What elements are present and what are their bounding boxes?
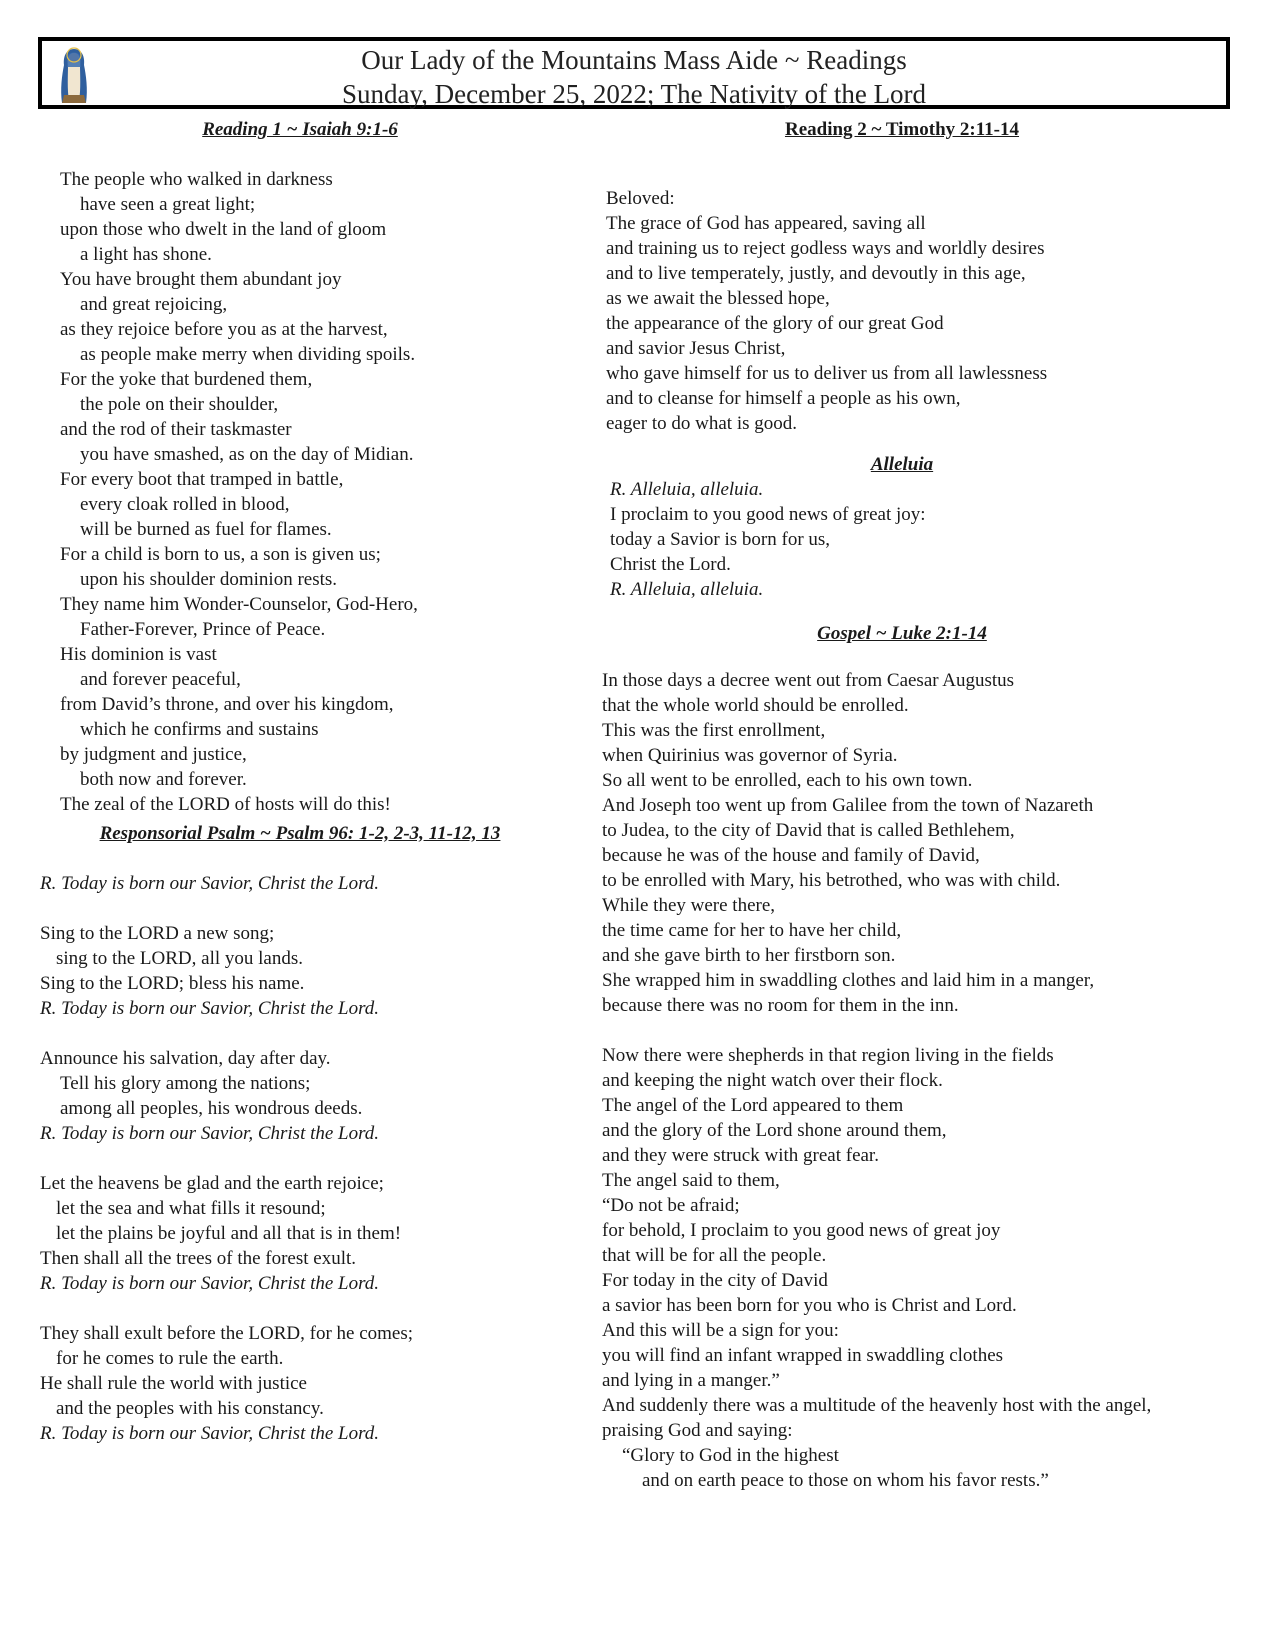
psalm-line: They shall exult before the LORD, for he comes; xyxy=(40,1323,414,1344)
reading1-line: Father-Forever, Prince of Peace. xyxy=(80,619,326,640)
psalm-line: for he comes to rule the earth. xyxy=(56,1348,284,1369)
reading2-line: and training us to reject godless ways and worldly desires xyxy=(606,238,1045,259)
gospel-line: to Judea, to the city of David that is called Bethlehem, xyxy=(602,820,1015,841)
gospel-line: For today in the city of David xyxy=(602,1270,828,1291)
header-title-line2: Sunday, December 25, 2022; The Nativity of the Lord xyxy=(341,79,927,109)
gospel-line: that will be for all the people. xyxy=(602,1245,827,1266)
gospel-line: to be enrolled with Mary, his betrothed, who was with child. xyxy=(602,870,1061,891)
psalm-line: Sing to the LORD; bless his name. xyxy=(40,973,305,994)
psalm-line: among all peoples, his wondrous deeds. xyxy=(60,1098,363,1119)
reading1-line: You have brought them abundant joy xyxy=(60,269,342,290)
gospel-line: And suddenly there was a multitude of the heavenly host with the angel, xyxy=(602,1395,1152,1416)
alleluia-line: today a Savior is born for us, xyxy=(610,529,831,550)
gospel-line: While they were there, xyxy=(602,895,776,916)
reading1-heading: Reading 1 ~ Isaiah 9:1-6 xyxy=(202,119,398,140)
reading1-line: as they rejoice before you as at the harvest, xyxy=(60,319,388,340)
psalm-line: He shall rule the world with justice xyxy=(40,1373,307,1394)
reading1-line: upon those who dwelt in the land of gloom xyxy=(60,219,387,240)
psalm-response: R. Today is born our Savior, Christ the Lord. xyxy=(40,998,380,1019)
reading2-line: and savior Jesus Christ, xyxy=(606,338,786,359)
gospel-line: “Glory to God in the highest xyxy=(622,1445,839,1466)
psalm-line: Sing to the LORD a new song; xyxy=(40,923,275,944)
gospel-line: She wrapped him in swaddling clothes and laid him in a manger, xyxy=(602,970,1095,991)
psalm-line: let the plains be joyful and all that is in them! xyxy=(56,1223,402,1244)
reading1-line: and great rejoicing, xyxy=(80,294,228,315)
reading1-line: For a child is born to us, a son is given us; xyxy=(60,544,381,565)
reading2-line: as we await the blessed hope, xyxy=(606,288,830,309)
reading2-line: and to live temperately, justly, and devoutly in this age, xyxy=(606,263,1026,284)
gospel-line: The angel of the Lord appeared to them xyxy=(602,1095,904,1116)
gospel-text xyxy=(602,668,1222,1493)
gospel-line: The angel said to them, xyxy=(602,1170,780,1191)
gospel-line: because there was no room for them in the inn. xyxy=(602,995,959,1016)
reading1-line: They name him Wonder-Counselor, God-Hero, xyxy=(60,594,418,615)
reading1-line: you have smashed, as on the day of Midian. xyxy=(80,444,414,465)
psalm-response: R. Today is born our Savior, Christ the Lord. xyxy=(40,1123,380,1144)
reading1-line: The zeal of the LORD of hosts will do this! xyxy=(60,794,391,815)
gospel-line: when Quirinius was governor of Syria. xyxy=(602,745,898,766)
reading1-line: a light has shone. xyxy=(80,244,212,265)
gospel-line: So all went to be enrolled, each to his own town. xyxy=(602,770,973,791)
reading2-line: Beloved: xyxy=(606,188,675,209)
gospel-line: that the whole world should be enrolled. xyxy=(602,695,909,716)
alleluia-line: Christ the Lord. xyxy=(610,554,731,575)
gospel-line: And Joseph too went up from Galilee from the town of Nazareth xyxy=(602,795,1094,816)
alleluia-response: R. Alleluia, alleluia. xyxy=(610,479,764,500)
reading1-line: by judgment and justice, xyxy=(60,744,247,765)
gospel-line: In those days a decree went out from Caesar Augustus xyxy=(602,670,1015,691)
gospel-line: and lying in a manger.” xyxy=(602,1370,780,1391)
reading2-line: and to cleanse for himself a people as his own, xyxy=(606,388,961,409)
reading1-line: and the rod of their taskmaster xyxy=(60,419,292,440)
gospel-line: and on earth peace to those on whom his favor rests.” xyxy=(642,1470,1049,1491)
reading1-line: For the yoke that burdened them, xyxy=(60,369,313,390)
left-column xyxy=(40,117,560,1446)
reading1-line: and forever peaceful, xyxy=(80,669,241,690)
gospel-line: for behold, I proclaim to you good news of great joy xyxy=(602,1220,1001,1241)
page-header xyxy=(38,37,1230,109)
reading2-heading: Reading 2 ~ Timothy 2:11-14 xyxy=(784,119,1020,140)
alleluia-response: R. Alleluia, alleluia. xyxy=(610,579,764,600)
gospel-line: the time came for her to have her child, xyxy=(602,920,902,941)
reading1-line: as people make merry when dividing spoils. xyxy=(80,344,416,365)
reading1-line: will be burned as fuel for flames. xyxy=(80,519,332,540)
gospel-line: This was the first enrollment, xyxy=(602,720,826,741)
psalm-text xyxy=(40,871,560,1446)
psalm-line: Tell his glory among the nations; xyxy=(60,1073,311,1094)
psalm-line: sing to the LORD, all you lands. xyxy=(56,948,303,969)
reading1-line: the pole on their shoulder, xyxy=(80,394,279,415)
gospel-heading: Gospel ~ Luke 2:1-14 xyxy=(817,623,987,644)
reading1-line: upon his shoulder dominion rests. xyxy=(80,569,338,590)
header-title-line1: Our Lady of the Mountains Mass Aide ~ Readings xyxy=(361,45,907,75)
reading1-line: every cloak rolled in blood, xyxy=(80,494,290,515)
gospel-line: and the glory of the Lord shone around them, xyxy=(602,1120,947,1141)
alleluia-heading: Alleluia xyxy=(870,454,934,475)
gospel-line: and she gave birth to her firstborn son. xyxy=(602,945,896,966)
psalm-line: Announce his salvation, day after day. xyxy=(40,1048,331,1069)
reading2-line: who gave himself for us to deliver us from all lawlessness xyxy=(606,363,1048,384)
reading1-line: which he confirms and sustains xyxy=(80,719,319,740)
psalm-response: R. Today is born our Savior, Christ the Lord. xyxy=(40,1423,380,1444)
gospel-line: praising God and saying: xyxy=(602,1420,793,1441)
right-column xyxy=(602,117,1222,1493)
gospel-line: a savior has been born for you who is Christ and Lord. xyxy=(602,1295,1017,1316)
gospel-line: And this will be a sign for you: xyxy=(602,1320,839,1341)
reading2-text xyxy=(602,186,1222,436)
reading1-line: both now and forever. xyxy=(80,769,247,790)
reading1-line: have seen a great light; xyxy=(80,194,256,215)
alleluia-line: I proclaim to you good news of great joy: xyxy=(610,504,926,525)
gospel-line: because he was of the house and family of David, xyxy=(602,845,980,866)
reading1-text xyxy=(40,167,560,817)
psalm-heading: Responsorial Psalm ~ Psalm 96: 1-2, 2-3, 11-12, 13 xyxy=(99,823,501,844)
reading1-line: For every boot that tramped in battle, xyxy=(60,469,344,490)
gospel-line: you will find an infant wrapped in swaddling clothes xyxy=(602,1345,1004,1366)
reading1-line: The people who walked in darkness xyxy=(60,169,333,190)
reading2-line: the appearance of the glory of our great God xyxy=(606,313,944,334)
reading1-line: from David’s throne, and over his kingdom, xyxy=(60,694,394,715)
gospel-line: Now there were shepherds in that region living in the fields xyxy=(602,1045,1054,1066)
alleluia-text xyxy=(602,477,1222,602)
gospel-line: and they were struck with great fear. xyxy=(602,1145,879,1166)
reading2-line: eager to do what is good. xyxy=(606,413,798,434)
psalm-line: Then shall all the trees of the forest exult. xyxy=(40,1248,357,1269)
reading2-line: The grace of God has appeared, saving all xyxy=(606,213,926,234)
gospel-line: “Do not be afraid; xyxy=(602,1195,740,1216)
reading1-line: His dominion is vast xyxy=(60,644,217,665)
gospel-line: and keeping the night watch over their flock. xyxy=(602,1070,943,1091)
psalm-response: R. Today is born our Savior, Christ the Lord. xyxy=(40,873,380,894)
psalm-line: and the peoples with his constancy. xyxy=(56,1398,324,1419)
psalm-line: Let the heavens be glad and the earth rejoice; xyxy=(40,1173,384,1194)
psalm-response: R. Today is born our Savior, Christ the Lord. xyxy=(40,1273,380,1294)
psalm-line: let the sea and what fills it resound; xyxy=(56,1198,326,1219)
